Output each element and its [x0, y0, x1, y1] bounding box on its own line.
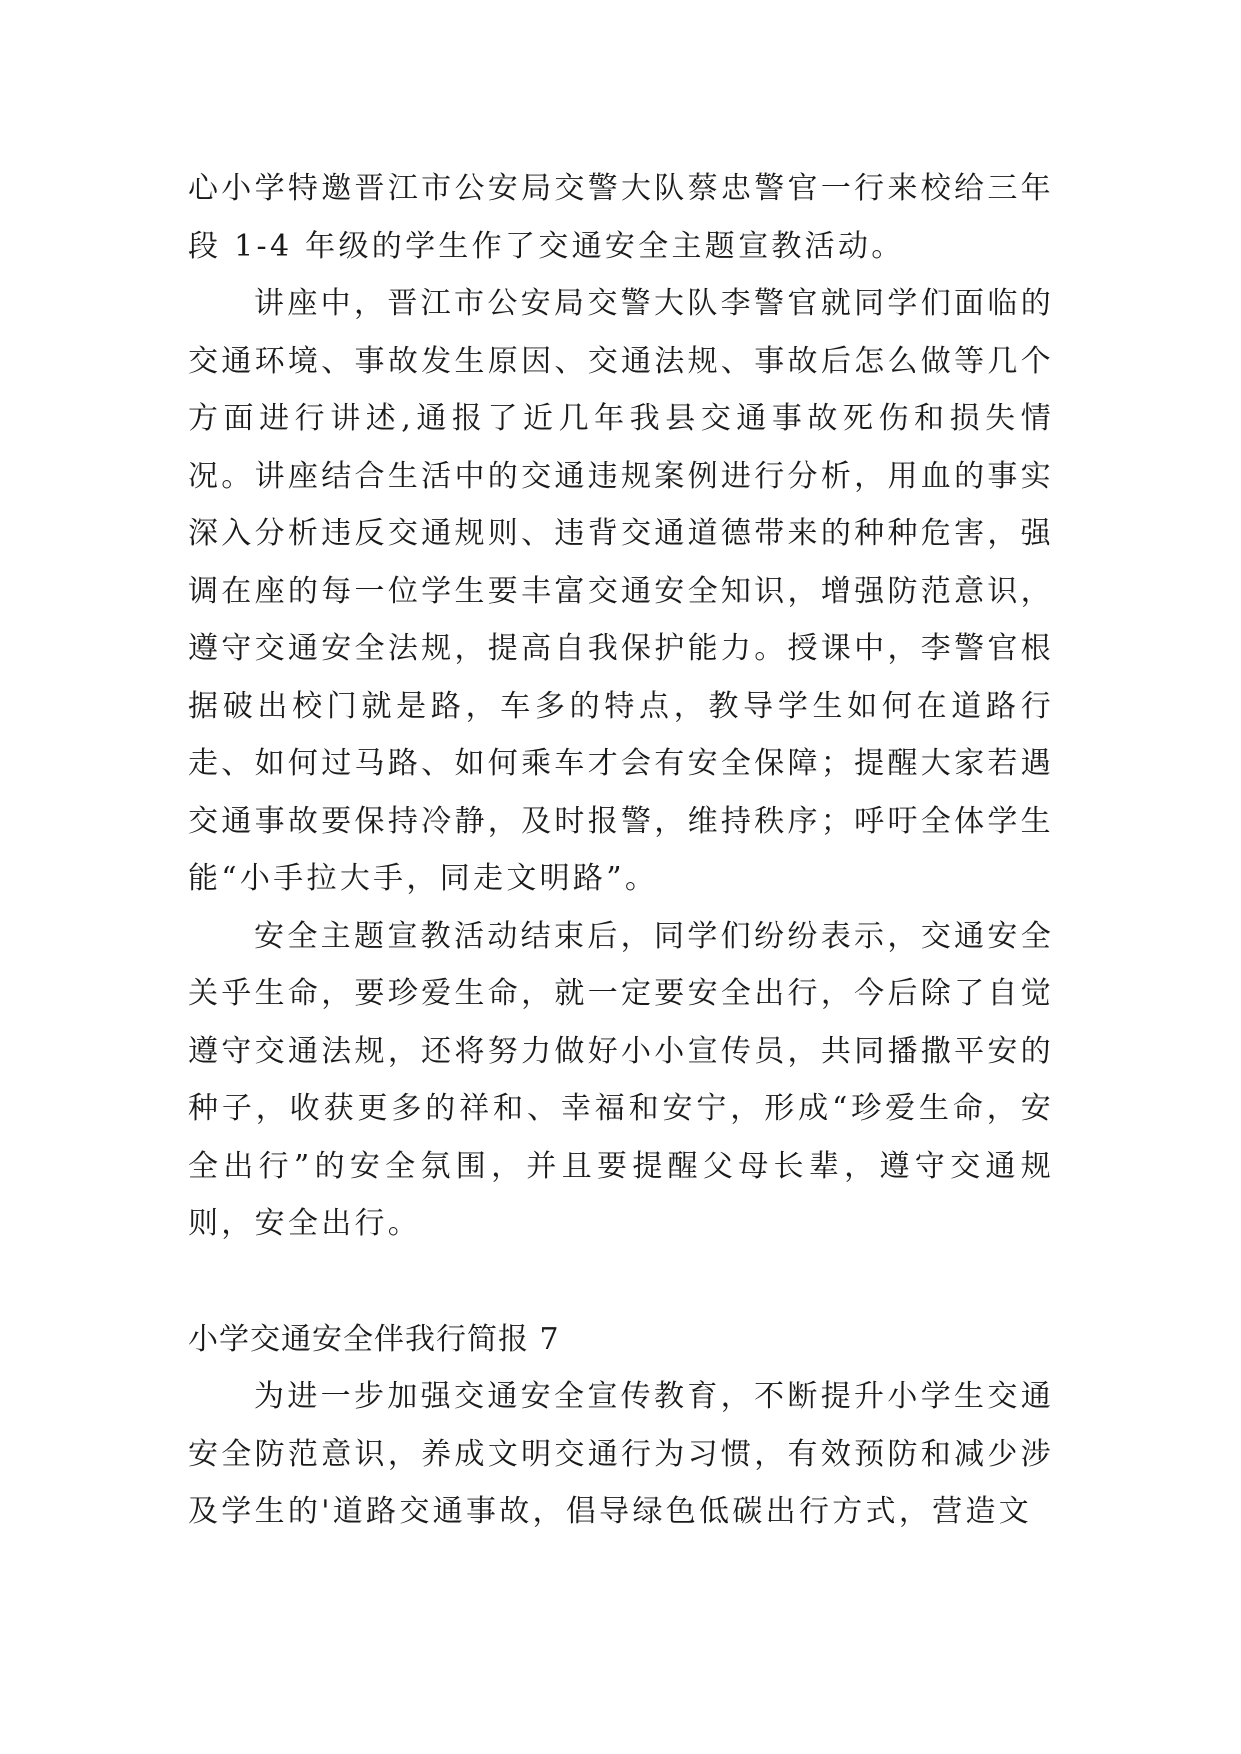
paragraph-3: 安全主题宣教活动结束后，同学们纷纷表示，交通安全关乎生命，要珍爱生命，就一定要安全出行，今后除了自觉遵守交通法规，还将努力做好小小宣传员，共同播撒平安的种子，收获更多的祥和、幸福和安宁，形成“珍爱生命，安全出行”的安全氛围，并且要提醒父母长辈，遵守交通规则，安全出行。: [188, 918, 1054, 1241]
section-spacer: [188, 1253, 1054, 1311]
paragraph-4: 为进一步加强交通安全宣传教育，不断提升小学生交通安全防范意识，养成文明交通行为习惯，有效预防和减少涉及学生的'道路交通事故，倡导绿色低碳出行方式，营造文: [188, 1379, 1054, 1529]
document-body: [188, 160, 1054, 1541]
section-title: 小学交通安全伴我行简报 7: [188, 1321, 560, 1357]
paragraph-1: 心小学特邀晋江市公安局交警大队蔡忠警官一行来校给三年段 1-4 年级的学生作了交通安全主题宣教活动。: [188, 171, 1054, 264]
paragraph-2: 讲座中，晋江市公安局交警大队李警官就同学们面临的交通环境、事故发生原因、交通法规、事故后怎么做等几个方面进行讲述,通报了近几年我县交通事故死伤和损失情况。讲座结合生活中的交通违规案例进行分析，用血的事实深入分析违反交通规则、违背交通道德带来的种种危害，强调在座的每一位学生要丰富交通安全知识，增强防范意识，遵守交通安全法规，提高自我保护能力。授课中，李警官根据破出校门就是路，车多的特点，教导学生如何在道路行走、如何过马路、如何乘车才会有安全保障；提醒大家若遇交通事故要保持冷静，及时报警，维持秩序；呼吁全体学生能“小手拉大手，同走文明路”。: [188, 286, 1054, 896]
